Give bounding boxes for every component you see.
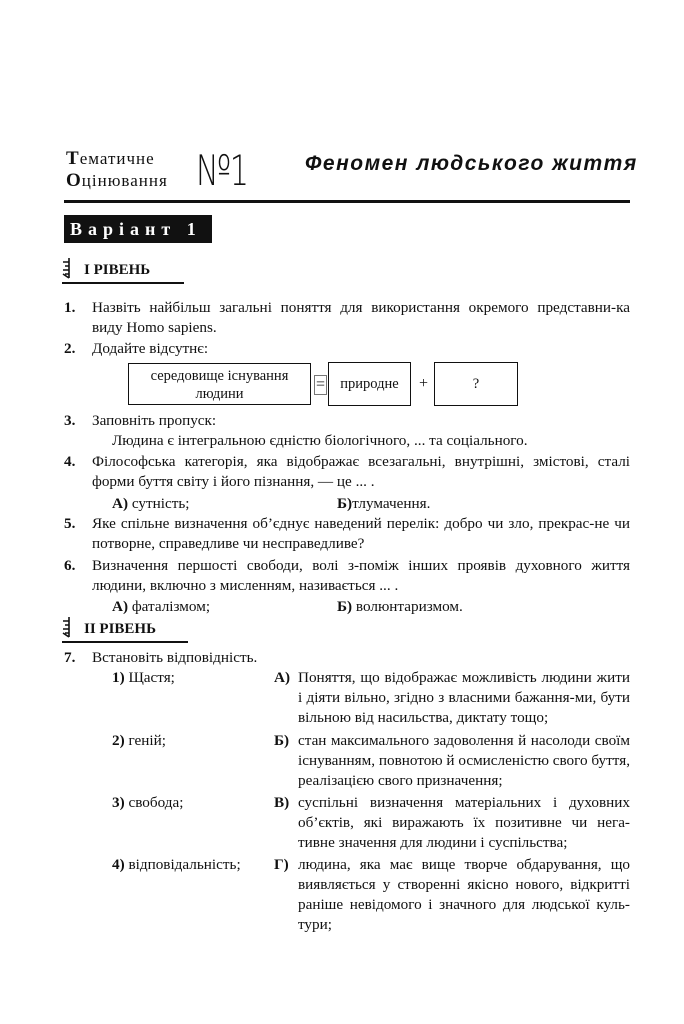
assessment-label: Тематичне Оцінювання [66, 148, 168, 191]
match-right-item: В) суспільні визначення матеріальних і духовних об’єктів, які виражають їх позитивне чи нега-тивне значення для людини і суспільства; [274, 794, 630, 851]
level-underline [62, 641, 188, 643]
level-marker-icon [62, 258, 76, 282]
plus-sign: + [419, 375, 429, 392]
question-5: 5. Яке спільне визначення об’єднує наведений перелік: добро чи зло, прекрас-не чи потворне, справедливе чи несправедливе? [64, 515, 630, 552]
question-6-option-a: А) фаталізмом; [112, 598, 211, 615]
question-4-option-a: А) сутність; [112, 495, 190, 512]
question-4-option-b: Б)тлумачення. [337, 495, 431, 512]
question-3-sentence: Людина є інтегральною єдністю біологічного, ... та соціального. [112, 432, 528, 449]
level-label: І РІВЕНЬ [84, 262, 151, 278]
match-left-item: 1) Щастя; [112, 669, 175, 686]
match-right-item: Б) стан максимального задоволення й насолоди своїм існуванням, повнотою й осмисленістю свого буття, реалізацією свого призначення; [274, 732, 630, 789]
match-right-item: Г) людина, яка має вище творче обдарування, що виявляється у створенні якісно нового, відкритті раніше невідомого і значного для людської куль-тури; [274, 856, 630, 933]
header-divider [64, 200, 630, 203]
variant-badge: Варіант 1 [64, 215, 212, 243]
scheme-box-natural: природне [328, 362, 411, 406]
question-4: 4. Філософська категорія, яка відображає всезагальні, внутрішні, змістові, сталі форми буття світу і його пізнання, — це ... . [64, 453, 630, 490]
equals-sign: = [316, 376, 326, 393]
assessment-number: №1 [196, 146, 248, 195]
scheme-box-environment: середовище існування людини [128, 363, 311, 405]
match-left-item: 3) свобода; [112, 794, 184, 811]
level-label: ІІ РІВЕНЬ [84, 621, 157, 637]
match-left-item: 2) геній; [112, 732, 166, 749]
question-1: 1. Назвіть найбільш загальні поняття для використання окремого представни-ка виду Homo sapiens. [64, 299, 630, 336]
match-right-item: А) Поняття, що відображає можливість людини жити і діяти вільно, згідно з власними бажання-ми, бути вільною від насильства, диктату тощо; [274, 669, 630, 726]
question-3: 3. Заповніть пропуск: [64, 412, 217, 429]
question-2: 2. Додайте відсутнє: [64, 340, 209, 357]
level-marker-icon [62, 617, 76, 641]
page-title: Феномен людського життя [305, 152, 638, 175]
match-left-item: 4) відповідальність; [112, 856, 241, 873]
level-underline [62, 282, 184, 284]
question-7: 7. Встановіть відповідність. [64, 649, 258, 666]
question-6-option-b: Б) волюнтаризмом. [337, 598, 463, 615]
scheme-box-missing: ? [434, 362, 518, 406]
question-6: 6. Визначення першості свободи, волі з-поміж інших проявів духовного життя людини, включно з мисленням, називається ... . [64, 557, 630, 594]
